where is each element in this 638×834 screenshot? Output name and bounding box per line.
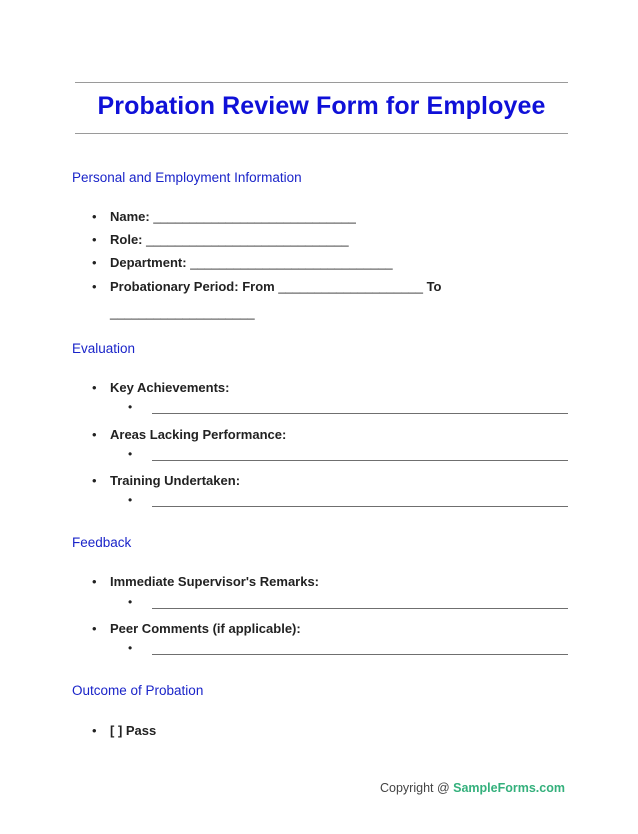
list-item-peer-comments [92, 621, 301, 636]
pass-checkbox-label[interactable]: [ ] Pass [110, 723, 157, 738]
section-heading-evaluation: Evaluation [72, 341, 136, 356]
top-divider [75, 82, 568, 83]
list-item-name [92, 209, 356, 224]
section-heading-personal: Personal and Employment Information [72, 170, 302, 185]
period-to-label: To [426, 279, 442, 294]
list-item-training [92, 473, 240, 488]
sub-bullet-icon: • [128, 595, 133, 609]
list-item-key-achievements [92, 380, 229, 395]
answer-underline [152, 413, 568, 414]
sub-bullet-icon: • [128, 447, 133, 461]
list-item-role [92, 232, 349, 247]
bullet-icon: • [92, 209, 97, 224]
supervisor-remarks-answer-line[interactable] [128, 594, 568, 610]
period-to-blank[interactable]: ____________________ [110, 305, 255, 320]
sub-bullet-icon: • [128, 493, 133, 507]
areas-lacking-label: Areas Lacking Performance: [110, 427, 287, 442]
areas-lacking-answer-line[interactable] [128, 446, 568, 462]
department-blank[interactable]: ____________________________ [190, 255, 393, 270]
training-label: Training Undertaken: [110, 473, 241, 488]
brand-link[interactable]: SampleForms.com [453, 781, 565, 795]
copyright-text: Copyright @ [380, 781, 454, 795]
answer-underline [152, 506, 568, 507]
list-item-areas-lacking [92, 427, 286, 442]
list-item-pass[interactable] [92, 723, 156, 738]
answer-underline [152, 608, 568, 609]
training-answer-line[interactable] [128, 492, 568, 508]
list-item-probationary-period [92, 279, 441, 294]
key-achievements-answer-line[interactable] [128, 399, 568, 415]
bullet-icon: • [92, 621, 97, 636]
sub-bullet-icon: • [128, 400, 133, 414]
peer-comments-answer-line[interactable] [128, 640, 568, 656]
role-label: Role: [110, 232, 143, 247]
name-blank[interactable]: ____________________________ [153, 209, 356, 224]
period-from-blank[interactable]: ____________________ [278, 279, 423, 294]
bullet-icon: • [92, 279, 97, 294]
department-label: Department: [110, 255, 187, 270]
bullet-icon: • [92, 723, 97, 738]
section-heading-feedback: Feedback [72, 535, 132, 550]
bullet-icon: • [92, 232, 97, 247]
bullet-icon: • [92, 255, 97, 270]
bullet-icon: • [92, 473, 97, 488]
name-label: Name: [110, 209, 150, 224]
role-blank[interactable]: ____________________________ [146, 232, 349, 247]
supervisor-remarks-label: Immediate Supervisor's Remarks: [110, 574, 320, 589]
title-bottom-divider [75, 133, 568, 134]
key-achievements-label: Key Achievements: [110, 380, 230, 395]
bullet-icon: • [92, 574, 97, 589]
period-label: Probationary Period: From [110, 279, 275, 294]
answer-underline [152, 460, 568, 461]
peer-comments-label: Peer Comments (if applicable): [110, 621, 301, 636]
list-item-supervisor-remarks [92, 574, 319, 589]
section-heading-outcome: Outcome of Probation [72, 683, 204, 698]
list-item-department [92, 255, 393, 270]
answer-underline [152, 654, 568, 655]
document-title: Probation Review Form for Employee [97, 92, 546, 120]
bullet-icon: • [92, 380, 97, 395]
bullet-icon: • [92, 427, 97, 442]
footer-copyright [380, 781, 565, 795]
sub-bullet-icon: • [128, 641, 133, 655]
